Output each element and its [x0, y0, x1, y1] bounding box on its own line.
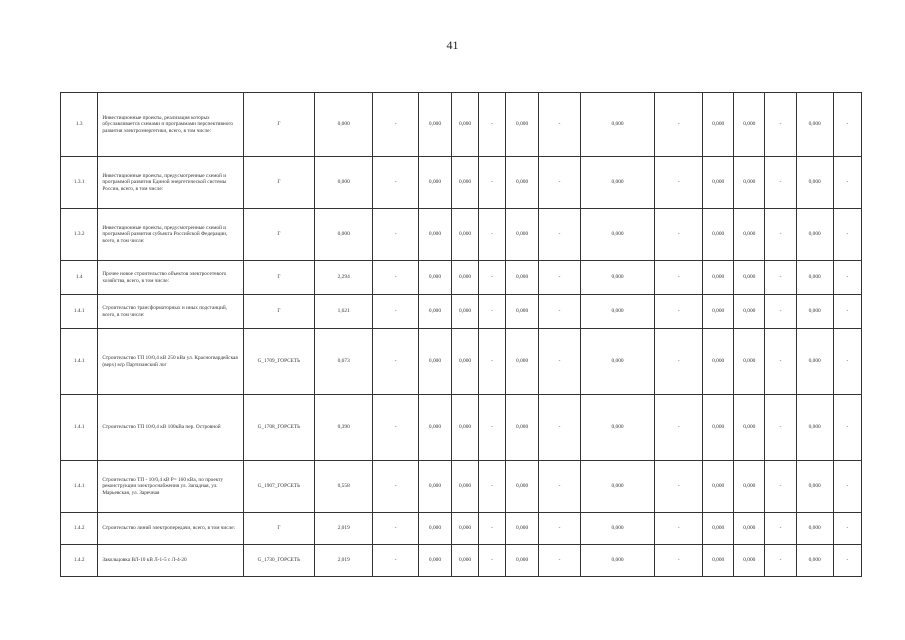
cell-dash: - — [765, 461, 796, 513]
cell-value: 0,000 — [418, 261, 451, 295]
cell-dash: - — [373, 329, 419, 395]
cell-project-id: Г — [243, 261, 315, 295]
cell-value: 0,000 — [418, 395, 451, 461]
cell-value: 0,000 — [418, 209, 451, 261]
cell-code: 1.3.2 — [61, 209, 98, 261]
cell-code: 1.4 — [61, 261, 98, 295]
cell-code: 1.3 — [61, 93, 98, 157]
cell-dash: - — [655, 261, 703, 295]
cell-value: 0,000 — [452, 295, 479, 329]
cell-value: 0,000 — [506, 157, 539, 209]
cell-dash: - — [655, 513, 703, 545]
cell-dash: - — [373, 545, 419, 577]
cell-dash: - — [833, 329, 861, 395]
cell-value: 0,000 — [703, 461, 734, 513]
cell-code: 1.4.1 — [61, 329, 98, 395]
table-row — [61, 513, 862, 545]
cell-dash: - — [833, 157, 861, 209]
cell-value: 0,000 — [580, 545, 655, 577]
cell-value: 0,000 — [580, 209, 655, 261]
cell-description: Прочее новое строительство объектов электросетевого хозяйства, всего, в том числе: — [98, 261, 243, 295]
cell-value: 0,000 — [703, 513, 734, 545]
cell-description: Закольцовка ВЛ-10 кВ Л-1-5 с Л-4-20 — [98, 545, 243, 577]
cell-description: Строительство трансформаторных и иных подстанций, всего, в том числе: — [98, 295, 243, 329]
cell-value: 1,621 — [315, 295, 373, 329]
cell-value: 0,000 — [315, 209, 373, 261]
cell-dash: - — [479, 329, 506, 395]
cell-description: Инвестиционные проекты, предусмотренные схемой и программой развития Единой энергетической системы России, всего, в том числе: — [98, 157, 243, 209]
cell-dash: - — [539, 261, 581, 295]
cell-value: 0,000 — [796, 93, 833, 157]
cell-dash: - — [655, 93, 703, 157]
cell-value: 0,000 — [734, 545, 765, 577]
cell-value: 0,000 — [418, 461, 451, 513]
cell-dash: - — [833, 461, 861, 513]
cell-value: 0,000 — [452, 329, 479, 395]
table-row — [61, 395, 862, 461]
cell-dash: - — [765, 261, 796, 295]
cell-value: 0,000 — [796, 545, 833, 577]
cell-value: 0,000 — [734, 329, 765, 395]
cell-value: 0,000 — [580, 329, 655, 395]
table-row — [61, 93, 862, 157]
cell-dash: - — [655, 157, 703, 209]
cell-dash: - — [833, 209, 861, 261]
cell-value: 0,000 — [796, 329, 833, 395]
cell-dash: - — [655, 545, 703, 577]
cell-project-id: G_1730_ГОРСЕТЬ — [243, 545, 315, 577]
cell-value: 0,000 — [452, 209, 479, 261]
cell-dash: - — [655, 329, 703, 395]
cell-dash: - — [833, 93, 861, 157]
cell-value: 0,000 — [452, 157, 479, 209]
cell-value: 2,294 — [315, 261, 373, 295]
cell-value: 0,000 — [580, 93, 655, 157]
cell-dash: - — [765, 209, 796, 261]
cell-value: 2,019 — [315, 545, 373, 577]
cell-value: 0,000 — [734, 461, 765, 513]
cell-project-id: G_1708_ГОРСЕТЬ — [243, 395, 315, 461]
cell-value: 0,000 — [734, 295, 765, 329]
cell-dash: - — [479, 261, 506, 295]
cell-dash: - — [539, 93, 581, 157]
cell-value: 0,000 — [703, 209, 734, 261]
cell-dash: - — [833, 261, 861, 295]
cell-dash: - — [765, 545, 796, 577]
cell-project-id: Г — [243, 295, 315, 329]
cell-description: Строительство линий электропередачи, всего, в том числе: — [98, 513, 243, 545]
table-row — [61, 295, 862, 329]
investment-table — [60, 92, 862, 577]
cell-value: 0,000 — [506, 261, 539, 295]
cell-project-id: Г — [243, 93, 315, 157]
cell-value: 0,000 — [734, 209, 765, 261]
cell-dash: - — [539, 157, 581, 209]
cell-dash: - — [479, 157, 506, 209]
cell-dash: - — [373, 209, 419, 261]
cell-value: 0,000 — [580, 461, 655, 513]
cell-value: 0,000 — [452, 93, 479, 157]
cell-value: 0,000 — [418, 93, 451, 157]
cell-dash: - — [765, 295, 796, 329]
cell-project-id: Г — [243, 157, 315, 209]
cell-value: 0,000 — [703, 157, 734, 209]
cell-dash: - — [655, 461, 703, 513]
cell-dash: - — [479, 295, 506, 329]
cell-description: Инвестиционные проекты, предусмотренные схемой и программой развития субъекта Российской Федерации, всего, в том числе: — [98, 209, 243, 261]
cell-project-id: G_1907_ГОРСЕТЬ — [243, 461, 315, 513]
cell-code: 1.3.1 — [61, 157, 98, 209]
cell-dash: - — [373, 157, 419, 209]
cell-code: 1.4.1 — [61, 461, 98, 513]
table-row — [61, 545, 862, 577]
cell-dash: - — [373, 93, 419, 157]
table-row — [61, 209, 862, 261]
cell-value: 0,000 — [452, 461, 479, 513]
cell-value: 0,000 — [506, 329, 539, 395]
cell-dash: - — [765, 395, 796, 461]
cell-value: 0,000 — [418, 157, 451, 209]
cell-value: 0,000 — [506, 461, 539, 513]
cell-description: Строительство ТП 10/0,4 кВ 100кВа пер. Островной — [98, 395, 243, 461]
cell-dash: - — [539, 395, 581, 461]
cell-dash: - — [833, 513, 861, 545]
cell-value: 0,000 — [580, 513, 655, 545]
cell-code: 1.4.1 — [61, 395, 98, 461]
cell-value: 0,000 — [796, 513, 833, 545]
cell-value: 0,000 — [580, 157, 655, 209]
cell-dash: - — [765, 93, 796, 157]
cell-value: 0,000 — [418, 513, 451, 545]
cell-project-id: Г — [243, 513, 315, 545]
cell-value: 0,000 — [506, 93, 539, 157]
cell-dash: - — [655, 395, 703, 461]
cell-dash: - — [373, 295, 419, 329]
cell-dash: - — [655, 295, 703, 329]
cell-value: 0,000 — [703, 395, 734, 461]
cell-value: 0,000 — [506, 295, 539, 329]
cell-dash: - — [539, 295, 581, 329]
cell-value: 0,000 — [703, 329, 734, 395]
cell-value: 0,000 — [506, 395, 539, 461]
cell-value: 0,558 — [315, 461, 373, 513]
cell-value: 0,000 — [452, 513, 479, 545]
cell-value: 0,000 — [506, 513, 539, 545]
cell-value: 0,390 — [315, 395, 373, 461]
cell-value: 0,000 — [796, 261, 833, 295]
cell-project-id: Г — [243, 209, 315, 261]
cell-dash: - — [373, 395, 419, 461]
cell-project-id: G_1709_ГОРСЕТЬ — [243, 329, 315, 395]
cell-value: 0,000 — [796, 395, 833, 461]
cell-value: 0,000 — [734, 513, 765, 545]
cell-dash: - — [479, 513, 506, 545]
table-row — [61, 461, 862, 513]
cell-value: 0,000 — [452, 261, 479, 295]
cell-code: 1.4.2 — [61, 545, 98, 577]
table-row — [61, 261, 862, 295]
cell-value: 0,000 — [580, 395, 655, 461]
cell-dash: - — [479, 545, 506, 577]
cell-dash: - — [765, 329, 796, 395]
cell-value: 0,000 — [734, 261, 765, 295]
cell-dash: - — [479, 461, 506, 513]
cell-value: 0,000 — [734, 93, 765, 157]
cell-dash: - — [479, 395, 506, 461]
page-number: 41 — [446, 38, 459, 52]
cell-dash: - — [765, 157, 796, 209]
cell-dash: - — [833, 395, 861, 461]
cell-value: 0,000 — [506, 209, 539, 261]
cell-description: Строительство ТП - 10/0,4 кВ Р= 160 кВа, по проекту реконструкции электроснабжения ул. Западная, ул. Марьевская, ул. Заречная — [98, 461, 243, 513]
cell-dash: - — [765, 513, 796, 545]
cell-value: 2,019 — [315, 513, 373, 545]
cell-dash: - — [539, 461, 581, 513]
cell-value: 0,000 — [703, 545, 734, 577]
cell-dash: - — [833, 295, 861, 329]
table-row — [61, 157, 862, 209]
cell-value: 0,000 — [703, 261, 734, 295]
cell-dash: - — [833, 545, 861, 577]
cell-dash: - — [539, 209, 581, 261]
cell-value: 0,000 — [703, 295, 734, 329]
cell-value: 0,000 — [796, 295, 833, 329]
cell-value: 0,000 — [796, 157, 833, 209]
cell-value: 0,000 — [703, 93, 734, 157]
cell-dash: - — [539, 545, 581, 577]
cell-value: 0,000 — [452, 395, 479, 461]
cell-value: 0,000 — [418, 295, 451, 329]
cell-value: 0,000 — [796, 461, 833, 513]
cell-dash: - — [373, 513, 419, 545]
cell-value: 0,000 — [418, 545, 451, 577]
cell-dash: - — [479, 93, 506, 157]
cell-code: 1.4.2 — [61, 513, 98, 545]
cell-value: 0,000 — [580, 261, 655, 295]
cell-dash: - — [655, 209, 703, 261]
cell-value: 0,000 — [315, 93, 373, 157]
cell-value: 0,000 — [734, 157, 765, 209]
cell-value: 0,000 — [452, 545, 479, 577]
cell-value: 0,000 — [734, 395, 765, 461]
cell-value: 0,000 — [580, 295, 655, 329]
cell-description: Инвестиционные проекты, реализация которых обуславливается схемами и программами перспективного развития электроэнергетики, всего, в том числе: — [98, 93, 243, 157]
cell-value: 0,673 — [315, 329, 373, 395]
cell-value: 0,000 — [418, 329, 451, 395]
cell-value: 0,000 — [315, 157, 373, 209]
table-row — [61, 329, 862, 395]
cell-value: 0,000 — [796, 209, 833, 261]
cell-dash: - — [479, 209, 506, 261]
cell-dash: - — [373, 261, 419, 295]
cell-code: 1.4.1 — [61, 295, 98, 329]
cell-value: 0,000 — [506, 545, 539, 577]
cell-dash: - — [373, 461, 419, 513]
cell-description: Строительство ТП 10/0,4 кВ 250 кВа ул. Красногвардейская (верх) м/р Партизанский лог — [98, 329, 243, 395]
cell-dash: - — [539, 513, 581, 545]
cell-dash: - — [539, 329, 581, 395]
